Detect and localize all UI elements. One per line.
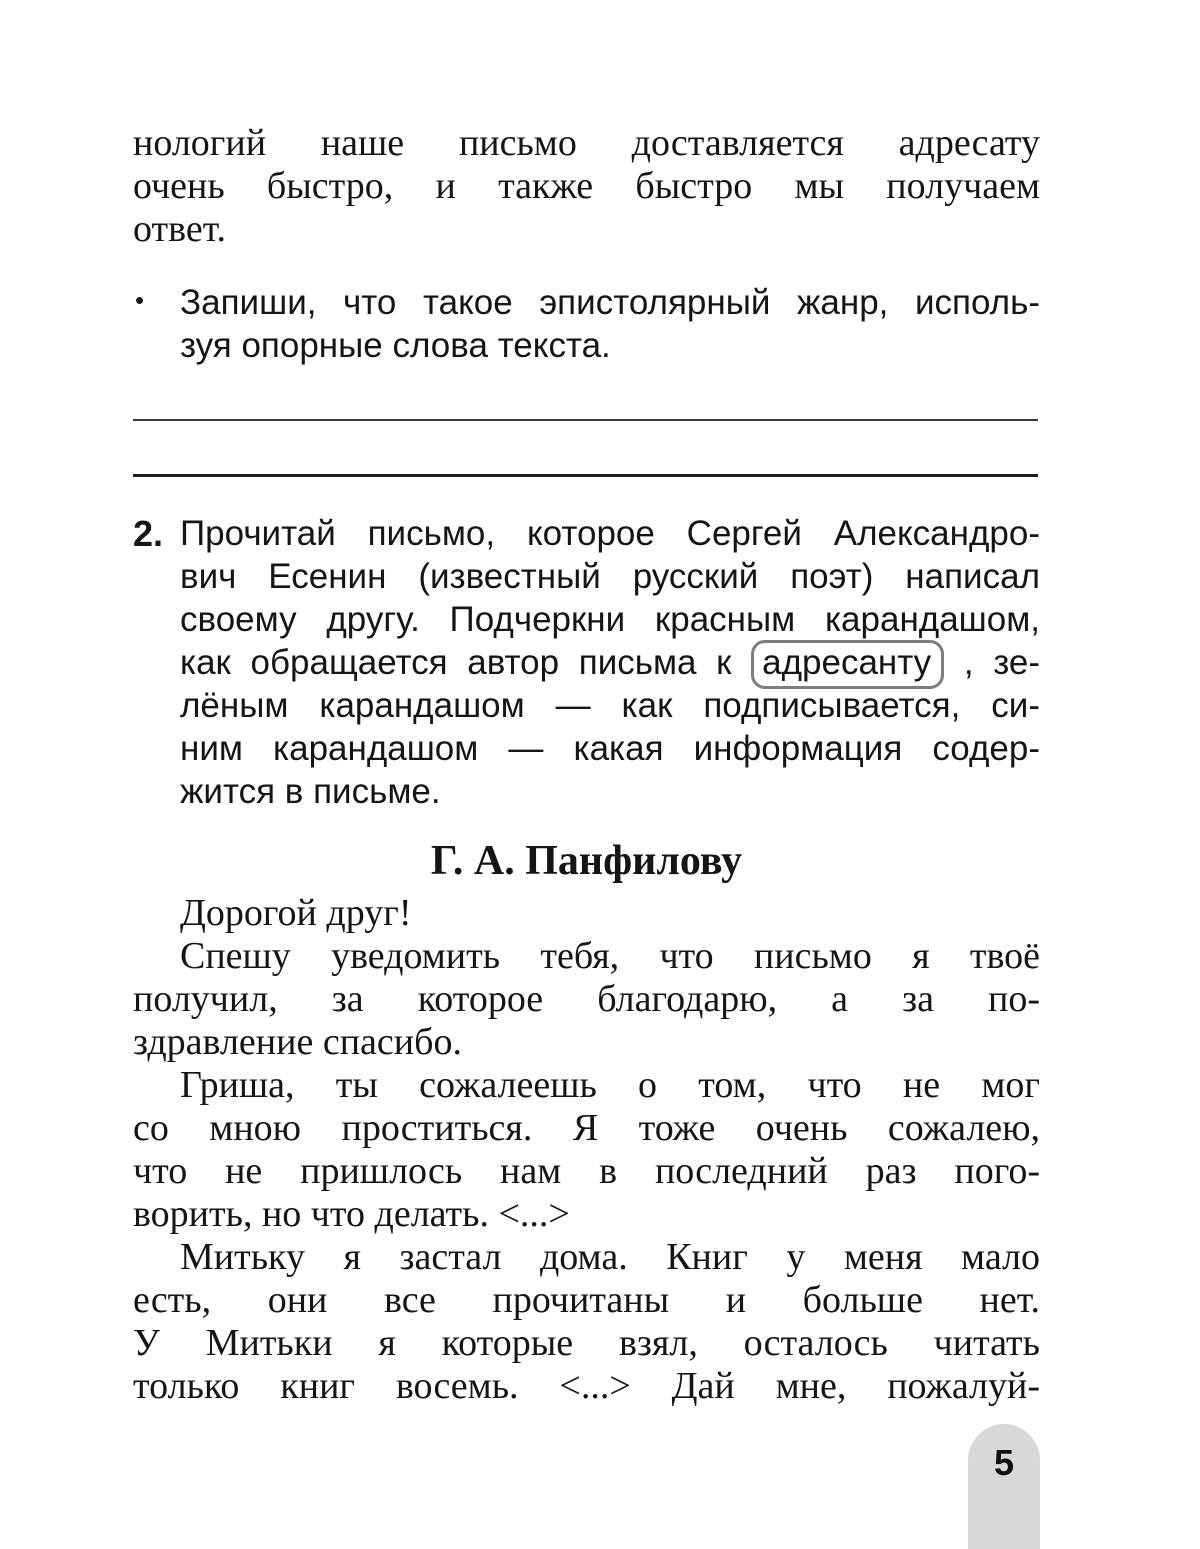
boxed-word: адресанту [751, 640, 944, 689]
text-line: жится в письме. [180, 772, 441, 811]
letter-body [133, 892, 1040, 1408]
text-line: Запиши, что такое эпистолярный жанр, исполь- [180, 283, 1040, 322]
answer-line-2[interactable] [133, 474, 1038, 477]
text-line: есть, они все прочитаны и больше нет. [133, 1279, 1040, 1321]
letter-paragraph-3 [133, 1064, 1040, 1236]
letter-paragraph-4 [133, 1236, 1040, 1408]
text-line: Митьку я застал дома. Книг у меня мало [180, 1236, 1040, 1278]
text-line: своему другу. Подчеркни красным карандашом, [180, 600, 1040, 639]
text-line: ворить, но что делать. <...> [133, 1193, 570, 1235]
text-line: Дорогой друг! [180, 892, 412, 934]
task-2-lines-before [180, 512, 1040, 641]
text-line: только книг восемь. <...> Дай мне, пожалуй- [133, 1365, 1040, 1407]
text-line: получил, за которое благодарю, а за по- [133, 978, 1040, 1020]
text-line: ним карандашом — какая информация содер- [180, 729, 1040, 768]
line-segment-before: как обращается автор письма к [180, 643, 732, 682]
letter-paragraph-2 [133, 935, 1040, 1064]
text-line: ответ. [133, 208, 226, 250]
text-line: нологий наше письмо доставляется адресату [133, 122, 1040, 164]
page-number-tab [968, 1424, 1040, 1549]
intro-paragraph [133, 122, 1040, 251]
bullet-instruction-text [180, 281, 1040, 367]
text-line: зуя опорные слова текста. [180, 326, 611, 365]
letter-heading: Г. А. Панфилову [430, 838, 743, 884]
answer-line-1[interactable] [133, 419, 1038, 421]
task-2-text [180, 512, 1040, 813]
text-line: очень быстро, и также быстро мы получаем [133, 165, 1040, 207]
text-line: У Митьки я которые взял, осталось читать [133, 1322, 1040, 1364]
text-line: лёным карандашом — как подписывается, си- [180, 686, 1040, 725]
task-number: 2. [133, 513, 164, 554]
letter-paragraph-1 [133, 892, 1040, 935]
text-line: Прочитай письмо, которое Сергей Александро- [180, 514, 1040, 553]
text-line: Гриша, ты сожалеешь о том, что не мог [180, 1064, 1040, 1106]
task-line-with-box [180, 641, 1040, 684]
text-line: Спешу уведомить тебя, что письмо я твоё [180, 935, 1040, 977]
text-line: здравление спасибо. [133, 1021, 462, 1063]
line-segment-after: , зе- [963, 643, 1040, 682]
page-number: 5 [993, 1442, 1015, 1483]
task-2 [133, 512, 1040, 813]
bullet-instruction [133, 281, 1040, 367]
text-line: что не пришлось нам в последний раз пого- [133, 1150, 1040, 1192]
task-2-lines-after [180, 684, 1040, 813]
text-line: со мною проститься. Я тоже очень сожалею, [133, 1107, 1040, 1149]
bullet-icon: • [135, 285, 145, 315]
text-line: вич Есенин (известный русский поэт) написал [180, 557, 1040, 596]
